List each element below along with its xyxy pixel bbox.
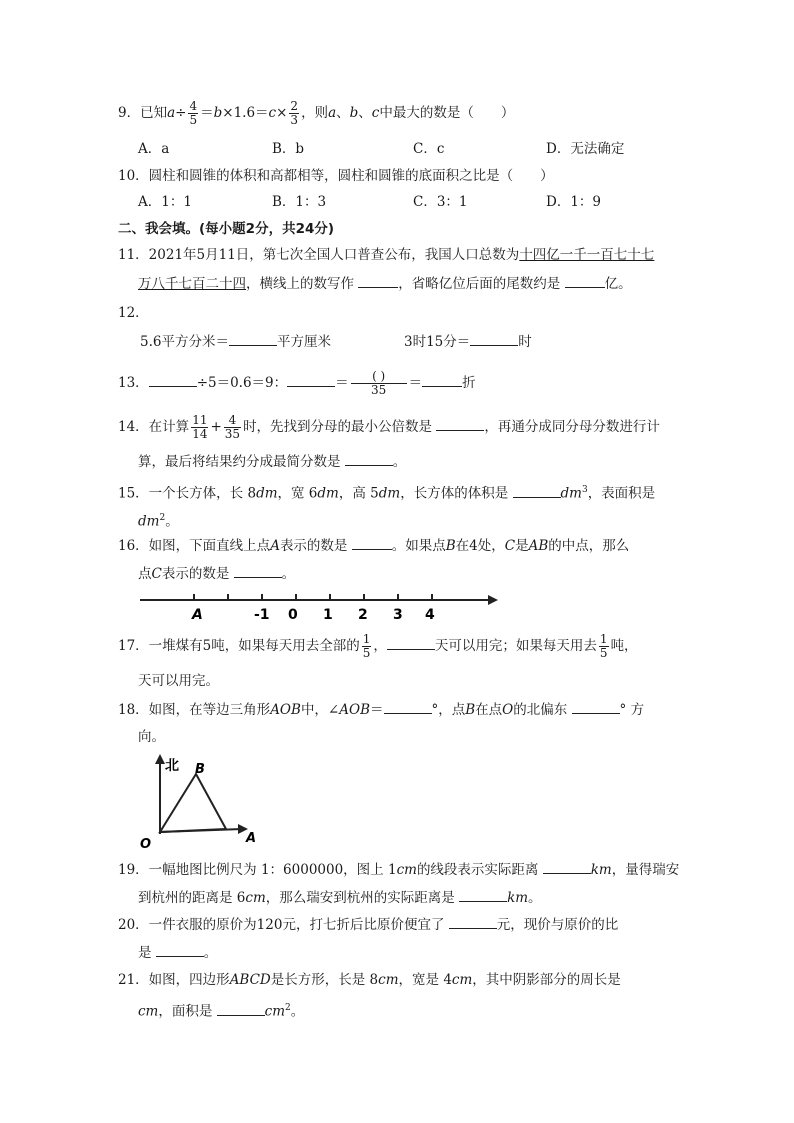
q20-text: 20．一件衣服的原价为120元，打七折后比原价便宜了 [118, 917, 449, 933]
q16-text: 16．如图，下面直线上点 [118, 538, 271, 554]
q12-b-unit: 时 [518, 334, 532, 350]
unit-cm: cm [138, 1003, 159, 1020]
sep: 、 [336, 105, 350, 121]
answer-blank[interactable] [513, 483, 561, 498]
question-18-line1 [118, 699, 644, 720]
q14-line2-text: 算，最后将结果约分成最简分数是 [138, 454, 345, 470]
question-21-line2 [138, 998, 304, 1022]
vertex-o-label: O [140, 837, 152, 852]
q15-t1: ，宽 6 [277, 485, 318, 502]
unit-cm: cm [264, 1003, 286, 1020]
unit-cm: cm [378, 972, 399, 988]
question-14-line1 [118, 414, 660, 441]
answer-blank[interactable] [156, 942, 204, 957]
answer-blank[interactable] [449, 914, 497, 929]
unit-dm: dm [378, 485, 401, 502]
question-15-line2 [138, 508, 179, 532]
point-c: C [504, 538, 516, 554]
question-16-line2 [138, 563, 295, 584]
q21-t: 是长方形，长是 8 [270, 972, 379, 988]
number-line-figure [136, 588, 502, 622]
q11-underlined-number: 十四亿一千一百七十七 [519, 247, 655, 263]
q15-text: 15．一个长方体，长 8 [118, 485, 257, 502]
answer-blank[interactable] [470, 331, 518, 346]
numerator: 4 [224, 414, 241, 428]
unit-dm: dm [138, 513, 160, 530]
q10-option-c[interactable]: C．3：1 [413, 194, 468, 210]
denominator: 5 [362, 646, 371, 660]
q15-t2: ，高 5 [338, 485, 379, 502]
q17-comma: ， [373, 638, 387, 654]
q13-text1: ÷5＝0.6＝9： [196, 375, 288, 391]
rect-abcd: ABCD [229, 972, 271, 988]
point-b: B [465, 702, 476, 718]
q12-a-text: 5.6平方分米＝ [140, 334, 229, 350]
q16-t: 。 [281, 566, 296, 582]
var-c: c [371, 105, 380, 121]
q14-tail: ，再通分成同分母分数进行计 [484, 419, 660, 435]
q21-t: ，宽是 4 [398, 972, 452, 988]
angle-aob: AOB [339, 702, 370, 718]
q20-t: 。 [203, 945, 218, 961]
tick-label-4: 4 [425, 607, 435, 622]
triangle-aob: AOB [270, 702, 301, 718]
q13-number: 13． [118, 375, 149, 391]
point-a: A [270, 538, 280, 554]
q18-t: °，点 [431, 702, 466, 718]
question-10: 10．圆柱和圆锥的体积和高都相等，圆柱和圆锥的底面积之比是（ ） [118, 168, 554, 184]
q19-t: 。 [528, 890, 542, 906]
q12-b-text: 3时15分＝ [404, 334, 471, 350]
answer-blank[interactable] [352, 535, 392, 550]
answer-blank[interactable] [422, 372, 462, 387]
fraction-blank-35 [351, 370, 407, 397]
question-12-part-b [404, 331, 532, 352]
q16-t: 表示的数是 [161, 566, 234, 582]
q11-tail: 亿。 [604, 276, 632, 292]
q16-t: 点 [138, 566, 152, 582]
q13-eq: ＝ [335, 375, 349, 391]
point-c: C [151, 566, 162, 582]
var-b: b [213, 105, 223, 121]
question-17-line1 [118, 633, 638, 660]
vertex-b-label: B [195, 762, 205, 777]
question-12-part-a [140, 331, 331, 352]
superscript: 3 [581, 485, 588, 495]
q20-t: 是 [138, 945, 156, 961]
superscript: 2 [285, 1003, 291, 1013]
q16-t: 在4处， [455, 538, 505, 554]
answer-blank[interactable] [217, 1001, 265, 1016]
tick-label-1: 1 [323, 607, 333, 622]
fraction-1-5 [362, 633, 372, 660]
sep: 、 [358, 105, 372, 121]
superscript: 2 [159, 513, 166, 523]
question-17-line2: 天可以用完。 [138, 673, 219, 689]
answer-blank[interactable] [358, 273, 398, 288]
question-18-line2: 向。 [138, 729, 165, 745]
q19-t: 的线段表示实际距离 [416, 862, 543, 878]
q10-option-b[interactable]: B．1：3 [272, 194, 327, 210]
tick-label-3: 3 [393, 607, 403, 622]
q18-t: ＝ [370, 702, 384, 718]
q17-tail: 吨， [610, 638, 638, 654]
denominator: 3 [290, 113, 299, 127]
fraction-4-5 [188, 100, 198, 127]
q16-t: 表示的数是 [279, 538, 352, 554]
arrow-up-icon [155, 754, 165, 764]
unit-km: km [590, 862, 612, 878]
q18-t: 中，∠ [300, 702, 340, 718]
q19-text: 19．一幅地图比例尺为 1：6000000，图上 1 [118, 862, 397, 878]
q9-tail: 中最大的数是（ ） [379, 105, 515, 121]
question-20-line1 [118, 914, 618, 935]
times-sign: × [276, 105, 288, 121]
answer-blank[interactable] [436, 416, 484, 431]
unit-km: km [507, 890, 529, 906]
q15-t4: ，表面积是 [587, 485, 656, 502]
q16-t: 是 [515, 538, 529, 554]
q13-unit: 折 [462, 375, 476, 391]
q19-t: ，量得瑞安 [611, 862, 680, 878]
point-o: O [502, 702, 514, 718]
axis-point-a-label: A [192, 607, 203, 622]
answer-blank[interactable] [572, 699, 620, 714]
question-16-line1 [118, 535, 629, 556]
unit-cm: cm [396, 862, 417, 878]
q18-text: 18．如图，在等边三角形 [118, 702, 271, 718]
q14-mid: 时，先找到分母的最小公倍数是 [243, 419, 437, 435]
q10-option-d[interactable]: D．1：9 [546, 194, 602, 210]
unit-dm: dm [560, 485, 582, 502]
denominator: 5 [599, 646, 608, 660]
q9-option-b[interactable]: B．b [272, 141, 305, 157]
vertex-a-label: A [246, 831, 257, 846]
triangle-outline [160, 774, 226, 832]
unit-cm: cm [245, 890, 266, 906]
q16-t: 的中点，那么 [548, 538, 630, 554]
var-b: b [349, 105, 359, 121]
q21-end: 。 [290, 1003, 305, 1020]
q9-text: 9．已知 [118, 105, 168, 121]
answer-blank[interactable] [565, 273, 605, 288]
q18-t: 的北偏东 [513, 702, 572, 718]
denominator: 35 [224, 427, 241, 441]
q9-post: ，则 [301, 105, 329, 121]
fraction-1-5 [599, 633, 609, 660]
tick-label-2: 2 [358, 607, 368, 622]
unit-cm: cm [451, 972, 473, 988]
question-12-number: 12． [118, 305, 149, 321]
question-19-line2 [138, 887, 542, 908]
numerator: 2 [290, 99, 299, 113]
q19-t: 到杭州的距离是 6 [138, 890, 246, 906]
arrow-right-icon [488, 595, 498, 605]
question-20-line2 [138, 942, 217, 963]
answer-blank[interactable] [149, 372, 197, 387]
unit-dm: dm [317, 485, 339, 502]
q9-option-a[interactable]: A．a [138, 141, 170, 157]
denominator: 14 [192, 427, 208, 441]
question-21-line1 [118, 970, 621, 990]
triangle-aob-figure [134, 752, 264, 852]
numerator-blank[interactable]: ( ) [351, 370, 407, 384]
q15-end: 。 [165, 513, 179, 530]
numerator: 1 [599, 632, 608, 646]
q18-t: 在点 [475, 702, 503, 718]
tick-label-0: 0 [288, 607, 298, 622]
eq-sign: ＝ [200, 105, 214, 121]
var-c: c [268, 105, 277, 121]
q13-eq2: ＝ [408, 375, 423, 391]
numerator: 4 [189, 99, 198, 113]
answer-blank[interactable] [287, 372, 335, 387]
numerator: 1 [362, 632, 371, 646]
answer-blank[interactable] [387, 635, 435, 650]
q11-text: 11．2021年5月11日，第七次全国人口普查公布，我国人口总数为 [118, 247, 520, 263]
q19-t: ，那么瑞安到杭州的实际距离是 [265, 890, 460, 906]
answer-blank[interactable] [229, 331, 277, 346]
question-13 [118, 370, 476, 397]
q16-t: 。如果点 [391, 538, 446, 554]
q9-option-d[interactable]: D．无法确定 [546, 141, 625, 157]
div-sign: ÷ [175, 105, 187, 121]
question-19-line1 [118, 859, 679, 880]
question-11-line1 [118, 245, 654, 265]
denominator: 5 [189, 113, 198, 127]
question-9 [118, 100, 514, 127]
answer-blank[interactable] [234, 563, 282, 578]
q11-mid: ，横线上的数写作 [246, 276, 359, 292]
q21-t: ，其中阴影部分的周长是 [472, 972, 621, 988]
q11-underlined-number-cont: 万八千七百二十四 [138, 276, 246, 292]
q9-mid: ×1.6＝ [222, 105, 269, 121]
question-14-line2 [138, 451, 406, 472]
var-a: a [328, 105, 337, 121]
answer-blank[interactable] [384, 699, 432, 714]
q20-t: 元，现价与原价的比 [496, 917, 619, 933]
q21-text: 21．如图，四边形 [118, 972, 230, 988]
unit-dm: dm [256, 485, 278, 502]
q21-t: ，面积是 [158, 1003, 217, 1020]
fraction-2-3 [289, 100, 299, 127]
q10-option-a[interactable]: A．1：1 [138, 194, 192, 210]
q15-t3: ，长方体的体积是 [400, 485, 513, 502]
segment-ab: AB [528, 538, 549, 554]
plus-sign: + [210, 419, 222, 435]
fraction-4-35 [224, 414, 241, 441]
q11-mid2: ，省略亿位后面的尾数约是 [398, 276, 565, 292]
tick-label-neg1: -1 [254, 607, 270, 622]
point-b: B [445, 538, 456, 554]
question-15-line1 [118, 480, 655, 504]
q14-text: 14．在计算 [118, 419, 190, 435]
var-a: a [167, 105, 176, 121]
answer-blank[interactable] [543, 859, 591, 874]
q9-option-c[interactable]: C．c [413, 141, 445, 157]
answer-blank[interactable] [459, 887, 507, 902]
north-label: 北 [165, 758, 179, 774]
answer-blank[interactable] [345, 451, 393, 466]
section-2-heading: 二、我会填。(每小题2分，共24分) [118, 221, 335, 237]
q14-line2-end: 。 [392, 454, 407, 470]
question-11-line2 [138, 273, 632, 294]
q18-t: ° 方 [619, 702, 645, 718]
q17-mid: 天可以用完；如果每天用去 [434, 638, 597, 654]
numerator: 11 [192, 413, 208, 427]
q17-text: 17．一堆煤有5吨，如果每天用去全部的 [118, 638, 360, 654]
q12-a-unit: 平方厘米 [276, 334, 331, 350]
denominator: 35 [371, 383, 387, 397]
fraction-11-14 [191, 414, 208, 441]
